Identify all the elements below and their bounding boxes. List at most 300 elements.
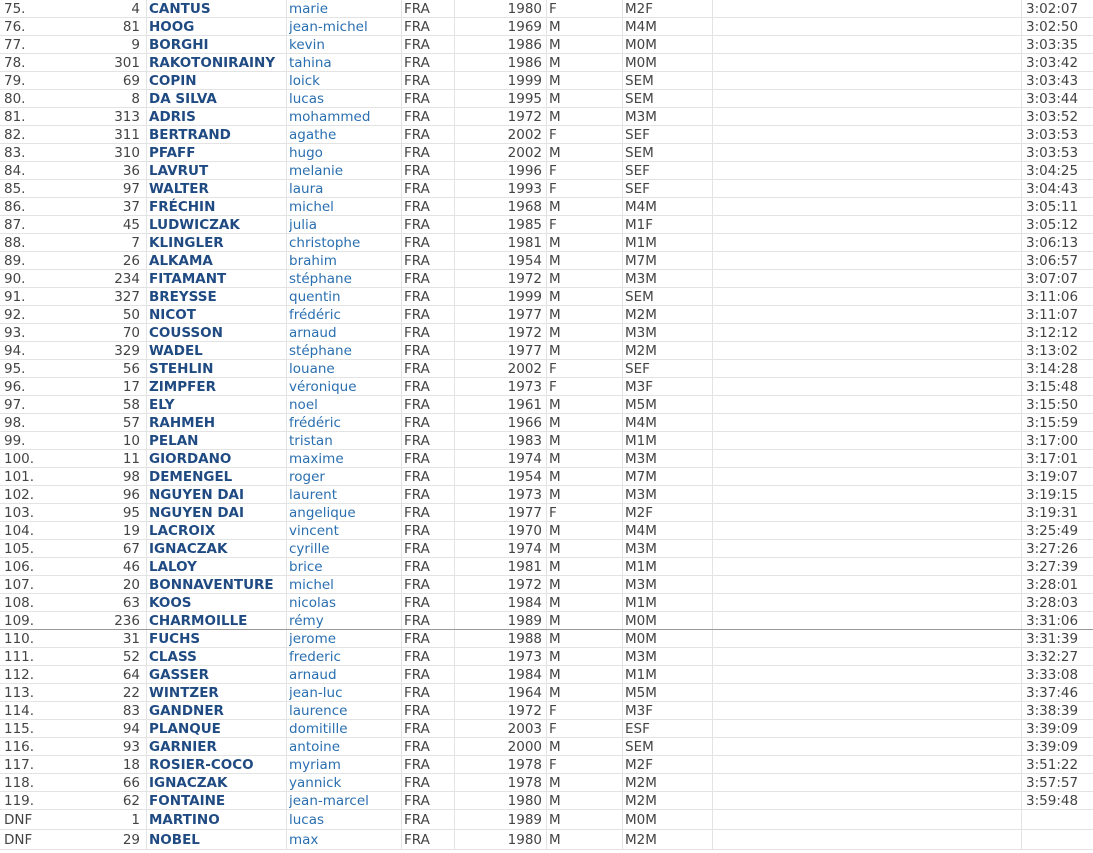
rank-cell: 84. [4, 163, 26, 179]
rank-cell: 102. [4, 487, 35, 503]
column-gridline [401, 684, 402, 701]
column-gridline [286, 792, 287, 809]
column-gridline [286, 126, 287, 143]
column-gridline [286, 54, 287, 71]
rank-cell: 110. [4, 631, 35, 647]
table-row [0, 288, 1093, 306]
column-gridline [546, 234, 547, 251]
finish-time-cell [1026, 810, 1093, 829]
column-gridline [146, 558, 147, 575]
nationality-cell: FRA [404, 595, 430, 611]
category-cell: M1M [625, 559, 657, 575]
birth-year-cell: 1999 [507, 73, 542, 89]
last-name-cell: KOOS [149, 595, 192, 611]
column-gridline [146, 684, 147, 701]
nationality-cell: FRA [404, 271, 430, 287]
column-gridline [146, 108, 147, 125]
category-cell: M2F [625, 757, 654, 773]
nationality-cell: FRA [404, 487, 430, 503]
column-gridline [146, 234, 147, 251]
rank-cell: 119. [4, 793, 35, 809]
column-gridline [1021, 306, 1022, 323]
sex-cell: M [549, 685, 561, 701]
birth-year-cell: 1972 [507, 325, 542, 341]
first-name-cell: arnaud [289, 325, 337, 341]
nationality-cell: FRA [404, 667, 430, 683]
rank-cell: 92. [4, 307, 26, 323]
rank-cell: 89. [4, 253, 26, 269]
column-gridline [546, 180, 547, 197]
first-name-cell: jean-marcel [289, 793, 369, 809]
bib-cell: 29 [122, 832, 140, 848]
column-gridline [622, 162, 623, 179]
sex-cell: M [549, 595, 561, 611]
table-row [0, 252, 1093, 270]
birth-year-cell: 2000 [507, 739, 542, 755]
last-name-cell: NICOT [149, 307, 196, 323]
first-name-cell: véronique [289, 379, 357, 395]
bib-cell: 50 [122, 307, 140, 323]
finish-time-cell: 3:13:02 [1026, 343, 1079, 359]
sex-cell: M [549, 631, 561, 647]
column-gridline [286, 612, 287, 629]
bib-cell: 19 [122, 523, 140, 539]
nationality-cell: FRA [404, 812, 430, 828]
column-gridline [1021, 324, 1022, 341]
last-name-cell: ROSIER-COCO [149, 757, 254, 773]
nationality-cell: FRA [404, 505, 430, 521]
bib-cell: 58 [122, 397, 140, 413]
column-gridline [1021, 720, 1022, 737]
column-gridline [622, 90, 623, 107]
rank-cell: 96. [4, 379, 26, 395]
column-gridline [146, 630, 147, 647]
column-gridline [401, 180, 402, 197]
table-row [0, 234, 1093, 252]
column-gridline [712, 648, 713, 665]
column-gridline [286, 450, 287, 467]
last-name-cell: WADEL [149, 343, 203, 359]
column-gridline [546, 126, 547, 143]
finish-time-cell: 3:11:06 [1026, 289, 1079, 305]
column-gridline [1021, 72, 1022, 89]
sex-cell: M [549, 253, 561, 269]
column-gridline [1021, 504, 1022, 521]
column-gridline [622, 792, 623, 809]
birth-year-cell: 1980 [507, 793, 542, 809]
last-name-cell: IGNACZAK [149, 541, 228, 557]
sex-cell: M [549, 91, 561, 107]
first-name-cell: christophe [289, 235, 361, 251]
table-row [0, 468, 1093, 486]
sex-cell: M [549, 73, 561, 89]
finish-time-cell: 3:39:09 [1026, 721, 1079, 737]
column-gridline [146, 342, 147, 359]
column-gridline [546, 558, 547, 575]
column-gridline [286, 576, 287, 593]
column-gridline [146, 18, 147, 35]
bib-cell: 66 [122, 775, 140, 791]
column-gridline [401, 378, 402, 395]
column-gridline [1021, 810, 1022, 829]
table-row [0, 684, 1093, 702]
column-gridline [622, 144, 623, 161]
category-cell: SEF [625, 361, 650, 377]
column-gridline [286, 90, 287, 107]
first-name-cell: michel [289, 199, 334, 215]
bib-cell: 95 [122, 505, 140, 521]
birth-year-cell: 1995 [507, 91, 542, 107]
column-gridline [1021, 576, 1022, 593]
column-gridline [401, 504, 402, 521]
sex-cell: F [549, 217, 557, 233]
column-gridline [286, 684, 287, 701]
column-gridline [622, 666, 623, 683]
column-gridline [146, 522, 147, 539]
column-gridline [622, 270, 623, 287]
nationality-cell: FRA [404, 397, 430, 413]
column-gridline [1021, 684, 1022, 701]
finish-time-cell: 3:19:15 [1026, 487, 1079, 503]
column-gridline [286, 522, 287, 539]
column-gridline [1021, 612, 1022, 629]
bib-cell: 313 [114, 109, 140, 125]
category-cell: M1F [625, 217, 654, 233]
nationality-cell: FRA [404, 343, 430, 359]
column-gridline [146, 396, 147, 413]
sex-cell: M [549, 19, 561, 35]
column-gridline [712, 540, 713, 557]
category-cell: SEF [625, 163, 650, 179]
column-gridline [1021, 414, 1022, 431]
column-gridline [712, 342, 713, 359]
nationality-cell: FRA [404, 379, 430, 395]
table-row [0, 216, 1093, 234]
column-gridline [401, 792, 402, 809]
category-cell: SEF [625, 127, 650, 143]
bib-cell: 63 [122, 595, 140, 611]
column-gridline [401, 198, 402, 215]
column-gridline [622, 504, 623, 521]
column-gridline [546, 830, 547, 849]
column-gridline [146, 216, 147, 233]
column-gridline [622, 414, 623, 431]
category-cell: M3M [625, 109, 657, 125]
column-gridline [622, 810, 623, 829]
nationality-cell: FRA [404, 469, 430, 485]
column-gridline [146, 504, 147, 521]
column-gridline [546, 792, 547, 809]
column-gridline [622, 612, 623, 629]
column-gridline [712, 830, 713, 849]
category-cell: M0M [625, 55, 657, 71]
column-gridline [146, 720, 147, 737]
column-gridline [146, 432, 147, 449]
first-name-cell: loick [289, 73, 321, 89]
rank-cell: 103. [4, 505, 35, 521]
category-cell: M2M [625, 832, 657, 848]
last-name-cell: FITAMANT [149, 271, 227, 287]
birth-year-cell: 1993 [507, 181, 542, 197]
column-gridline [401, 756, 402, 773]
nationality-cell: FRA [404, 433, 430, 449]
rank-cell: 98. [4, 415, 26, 431]
column-gridline [712, 774, 713, 791]
column-gridline [286, 0, 287, 17]
first-name-cell: jean-luc [289, 685, 343, 701]
column-gridline [286, 702, 287, 719]
column-gridline [286, 324, 287, 341]
column-gridline [286, 306, 287, 323]
table-row [0, 72, 1093, 90]
table-row [0, 18, 1093, 36]
column-gridline [286, 738, 287, 755]
column-gridline [622, 558, 623, 575]
column-gridline [1021, 0, 1022, 17]
column-gridline [401, 738, 402, 755]
sex-cell: M [549, 235, 561, 251]
category-cell: M4M [625, 199, 657, 215]
column-gridline [622, 108, 623, 125]
column-gridline [1021, 540, 1022, 557]
table-row [0, 432, 1093, 450]
table-row [0, 180, 1093, 198]
column-gridline [546, 630, 547, 647]
column-gridline [546, 414, 547, 431]
last-name-cell: GIORDANO [149, 451, 232, 467]
column-gridline [286, 540, 287, 557]
column-gridline [622, 324, 623, 341]
nationality-cell: FRA [404, 613, 430, 629]
column-gridline [286, 270, 287, 287]
bib-cell: 67 [122, 541, 140, 557]
last-name-cell: IGNACZAK [149, 775, 228, 791]
first-name-cell: lucas [289, 812, 325, 828]
rank-cell: 107. [4, 577, 35, 593]
nationality-cell: FRA [404, 577, 430, 593]
column-gridline [401, 774, 402, 791]
last-name-cell: NGUYEN DAI [149, 487, 245, 503]
finish-time-cell: 3:14:28 [1026, 361, 1079, 377]
sex-cell: M [549, 613, 561, 629]
finish-time-cell: 3:25:49 [1026, 523, 1079, 539]
sex-cell: F [549, 505, 557, 521]
bib-cell: 56 [122, 361, 140, 377]
finish-time-cell: 3:05:11 [1026, 199, 1079, 215]
column-gridline [712, 792, 713, 809]
category-cell: M4M [625, 415, 657, 431]
column-gridline [401, 360, 402, 377]
nationality-cell: FRA [404, 109, 430, 125]
sex-cell: F [549, 361, 557, 377]
column-gridline [622, 288, 623, 305]
last-name-cell: BONNAVENTURE [149, 577, 274, 593]
first-name-cell: max [289, 832, 319, 848]
column-gridline [286, 432, 287, 449]
category-cell: M7M [625, 469, 657, 485]
rank-cell: 75. [4, 1, 26, 17]
column-gridline [622, 522, 623, 539]
column-gridline [286, 234, 287, 251]
rank-cell: 112. [4, 667, 35, 683]
sex-cell: M [549, 271, 561, 287]
column-gridline [712, 486, 713, 503]
category-cell: M3M [625, 541, 657, 557]
column-gridline [712, 612, 713, 629]
sex-cell: M [549, 451, 561, 467]
birth-year-cell: 1954 [507, 469, 542, 485]
first-name-cell: rémy [289, 613, 324, 629]
column-gridline [401, 396, 402, 413]
column-gridline [1021, 126, 1022, 143]
category-cell: M7M [625, 253, 657, 269]
column-gridline [1021, 756, 1022, 773]
sex-cell: M [549, 739, 561, 755]
table-row [0, 90, 1093, 108]
sex-cell: M [549, 415, 561, 431]
column-gridline [712, 666, 713, 683]
birth-year-cell: 1973 [507, 649, 542, 665]
column-gridline [712, 702, 713, 719]
last-name-cell: PELAN [149, 433, 199, 449]
birth-year-cell: 1966 [507, 415, 542, 431]
column-gridline [712, 378, 713, 395]
last-name-cell: FUCHS [149, 631, 201, 647]
column-gridline [146, 36, 147, 53]
first-name-cell: stéphane [289, 271, 352, 287]
column-gridline [546, 450, 547, 467]
sex-cell: M [549, 559, 561, 575]
column-gridline [146, 360, 147, 377]
column-gridline [146, 792, 147, 809]
column-gridline [286, 198, 287, 215]
bib-cell: 46 [122, 559, 140, 575]
column-gridline [712, 414, 713, 431]
nationality-cell: FRA [404, 523, 430, 539]
category-cell: M3F [625, 379, 654, 395]
column-gridline [286, 468, 287, 485]
birth-year-cell: 1989 [507, 812, 542, 828]
column-gridline [286, 720, 287, 737]
column-gridline [712, 324, 713, 341]
column-gridline [286, 756, 287, 773]
category-cell: SEM [625, 73, 654, 89]
rank-cell: 115. [4, 721, 35, 737]
rank-cell: DNF [4, 812, 33, 828]
rank-cell: 113. [4, 685, 35, 701]
table-row [0, 378, 1093, 396]
sex-cell: M [549, 812, 561, 828]
birth-year-cell: 1961 [507, 397, 542, 413]
column-gridline [401, 830, 402, 849]
first-name-cell: lucas [289, 91, 325, 107]
column-gridline [1021, 738, 1022, 755]
bib-cell: 301 [114, 55, 140, 71]
column-gridline [622, 72, 623, 89]
column-gridline [712, 396, 713, 413]
column-gridline [1021, 450, 1022, 467]
column-gridline [146, 666, 147, 683]
rank-cell: 81. [4, 109, 26, 125]
birth-year-cell: 1972 [507, 271, 542, 287]
nationality-cell: FRA [404, 181, 430, 197]
column-gridline [546, 738, 547, 755]
finish-time-cell: 3:17:00 [1026, 433, 1079, 449]
birth-year-cell: 1989 [507, 613, 542, 629]
category-cell: ESF [625, 721, 650, 737]
category-cell: SEM [625, 91, 654, 107]
first-name-cell: tahina [289, 55, 332, 71]
nationality-cell: FRA [404, 451, 430, 467]
nationality-cell: FRA [404, 631, 430, 647]
column-gridline [146, 54, 147, 71]
first-name-cell: angelique [289, 505, 356, 521]
column-gridline [622, 360, 623, 377]
column-gridline [712, 234, 713, 251]
column-gridline [146, 576, 147, 593]
nationality-cell: FRA [404, 127, 430, 143]
column-gridline [146, 540, 147, 557]
column-gridline [1021, 198, 1022, 215]
sex-cell: M [549, 145, 561, 161]
column-gridline [401, 666, 402, 683]
finish-time-cell [1026, 830, 1093, 849]
category-cell: M2F [625, 1, 654, 17]
column-gridline [1021, 378, 1022, 395]
column-gridline [401, 522, 402, 539]
column-gridline [286, 162, 287, 179]
bib-cell: 52 [122, 649, 140, 665]
nationality-cell: FRA [404, 703, 430, 719]
nationality-cell: FRA [404, 199, 430, 215]
finish-time-cell: 3:37:46 [1026, 685, 1079, 701]
rank-cell: 116. [4, 739, 35, 755]
rank-cell: 118. [4, 775, 35, 791]
column-gridline [286, 504, 287, 521]
column-gridline [401, 36, 402, 53]
column-gridline [146, 198, 147, 215]
column-gridline [146, 612, 147, 629]
nationality-cell: FRA [404, 91, 430, 107]
column-gridline [146, 738, 147, 755]
rank-cell: 90. [4, 271, 26, 287]
column-gridline [546, 90, 547, 107]
table-row [0, 306, 1093, 324]
category-cell: M3M [625, 271, 657, 287]
rank-cell: 93. [4, 325, 26, 341]
column-gridline [1021, 234, 1022, 251]
finish-time-cell: 3:32:27 [1026, 649, 1079, 665]
rank-cell: 95. [4, 361, 26, 377]
birth-year-cell: 1978 [507, 775, 542, 791]
column-gridline [712, 504, 713, 521]
rank-cell: 78. [4, 55, 26, 71]
rank-cell: 101. [4, 469, 35, 485]
sex-cell: M [549, 793, 561, 809]
column-gridline [286, 72, 287, 89]
table-row [0, 486, 1093, 504]
category-cell: SEM [625, 289, 654, 305]
column-gridline [712, 594, 713, 611]
category-cell: SEM [625, 739, 654, 755]
column-gridline [401, 216, 402, 233]
first-name-cell: frédéric [289, 415, 341, 431]
column-gridline [146, 810, 147, 829]
bib-cell: 36 [122, 163, 140, 179]
last-name-cell: CLASS [149, 649, 197, 665]
table-row [0, 594, 1093, 612]
last-name-cell: BERTRAND [149, 127, 231, 143]
